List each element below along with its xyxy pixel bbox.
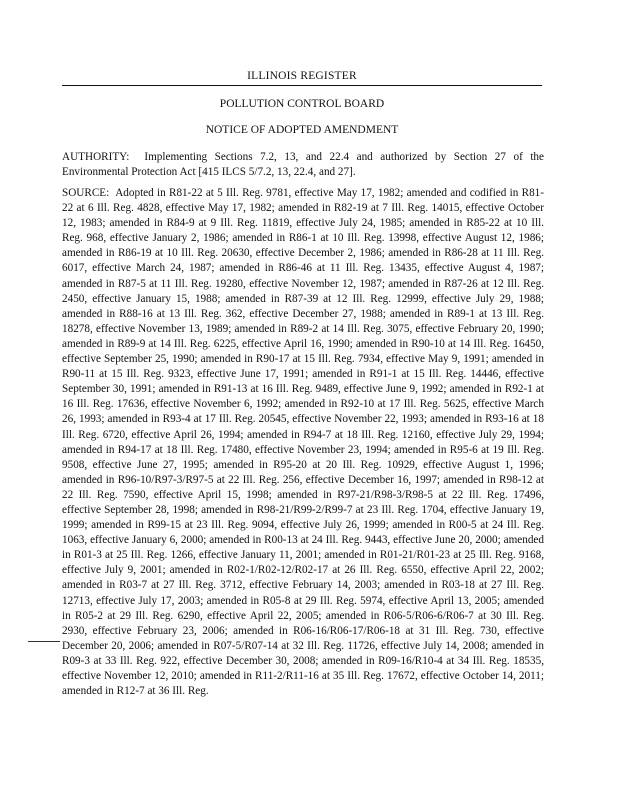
- authority-paragraph: [62, 150, 544, 180]
- authority-text: Implementing Sections 7.2, 13, and 22.4 and authorized by Section 27 of the Environmental Protection Act [415 ILCS 5/7.2, 13, 22.4, and 27].: [62, 151, 544, 179]
- authority-label: AUTHORITY:: [62, 151, 130, 163]
- source-paragraph: [62, 186, 544, 699]
- header-rule: [62, 85, 542, 86]
- source-text: Adopted in R81-22 at 5 Ill. Reg. 9781, effective May 17, 1982; amended and codified in R81-22 at 6 Ill. Reg. 4828, effective May 17, 1982; amended in R82-19 at 7 Ill. Reg. 14015, effective October 12, 1983; amended in R84-9 at 9 Ill. Reg. 11819, effective July 24, 1985; amended in R85-22 at 10 Ill. Reg. 968, effective January 2, 1986; amended in R86-1 at 10 Ill. Reg. 13998, effective August 12, 1986; amended in R86-19 at 10 Ill. Reg. 20630, effective December 2, 1986; amended in R86-28 at 11 Ill. Reg. 6017, effective March 24, 1987; amended in R86-46 at 11 Ill. Reg. 13435, effective August 4, 1987; amended in R87-5 at 11 Ill. Reg. 19280, effective November 12, 1987; amended in R87-26 at 12 Ill. Reg. 2450, effective January 15, 1988; amended in R87-39 at 12 Ill. Reg. 12999, effective July 29, 1988; amended in R88-16 at 13 Ill. Reg. 362, effective December 27, 1988; amended in R89-1 at 13 Ill. Reg. 18278, effective November 13, 1989; amended in R89-2 at 14 Ill. Reg. 3075, effective February 20, 1990; amended in R89-9 at 14 Ill. Reg. 6225, effective April 16, 1990; amended in R90-10 at 14 Ill. Reg. 16450, effective September 25, 1990; amended in R90-17 at 15 Ill. Reg. 7934, effective May 9, 1991; amended in R90-11 at 15 Ill. Reg. 9323, effective June 17, 1991; amended in R91-1 at 15 Ill. Reg. 14446, effective September 30, 1991; amended in R91-13 at 16 Ill. Reg. 9489, effective June 9, 1992; amended in R92-1 at 16 Ill. Reg. 17636, effective November 6, 1992; amended in R92-10 at 17 Ill. Reg. 5625, effective March 26, 1993; amended in R93-4 at 17 Ill. Reg. 20545, effective November 22, 1993; amended in R93-16 at 18 Ill. Reg. 6720, effective April 26, 1994; amended in R94-7 at 18 Ill. Reg. 12160, effective July 29, 1994; amended in R94-17 at 18 Ill. Reg. 17480, effective November 23, 1994; amended in R95-6 at 19 Ill. Reg. 9508, effective June 27, 1995; amended in R95-20 at 20 Ill. Reg. 10929, effective August 1, 1996; amended in R96-10/R97-3/R97-5 at 22 Ill. Reg. 256, effective December 16, 1997; amended in R98-12 at 22 Ill. Reg. 7590, effective April 15, 1998; amended in R97-21/R98-3/R98-5 at 22 Ill. Reg. 17496, effective September 28, 1998; amended in R98-21/R99-2/R99-7 at 23 Ill. Reg. 1704, effective January 19, 1999; amended in R99-15 at 23 Ill. Reg. 9094, effective July 26, 1999; amended in R00-5 at 24 Ill. Reg. 1063, effective January 6, 2000; amended in R00-13 at 24 Ill. Reg. 9443, effective June 20, 2000; amended in R01-3 at 25 Ill. Reg. 1266, effective January 11, 2001; amended in R01-21/R01-23 at 25 Ill. Reg. 9168, effective July 9, 2001; amended in R02-1/R02-12/R02-17 at 26 Ill. Reg. 6550, effective April 22, 2002; amended in R03-7 at 27 Ill. Reg. 3712, effective February 14, 2003; amended in R03-18 at 27 Ill. Reg. 12713, effective July 17, 2003; amended in R05-8 at 29 Ill. Reg. 5974, effective April 13, 2005; amended in R05-2 at 29 Ill. Reg. 6290, effective April 22, 2005; amended in R06-5/R06-6/R06-7 at 30 Ill. Reg. 2930, effective February 23, 2006; amended in R06-16/R06-17/R06-18 at 31 Ill. Reg. 730, effective December 20, 2006; amended in R07-5/R07-14 at 32 Ill. Reg. 11726, effective July 14, 2008; amended in R09-3 at 33 Ill. Reg. 922, effective December 30, 2008; amended in R09-16/R10-4 at 34 Ill. Reg. 18535, effective November 12, 2010; amended in R11-2/R11-16 at 35 Ill. Reg. 17672, effective October 14, 2011; amended in R12-7 at 36 Ill. Reg.: [62, 187, 544, 698]
- source-label: SOURCE:: [62, 187, 110, 199]
- agency-title: POLLUTION CONTROL BOARD: [219, 98, 385, 110]
- notice-title: NOTICE OF ADOPTED AMENDMENT: [205, 124, 399, 136]
- running-head: ILLINOIS REGISTER: [247, 70, 357, 82]
- margin-mark: [28, 641, 60, 642]
